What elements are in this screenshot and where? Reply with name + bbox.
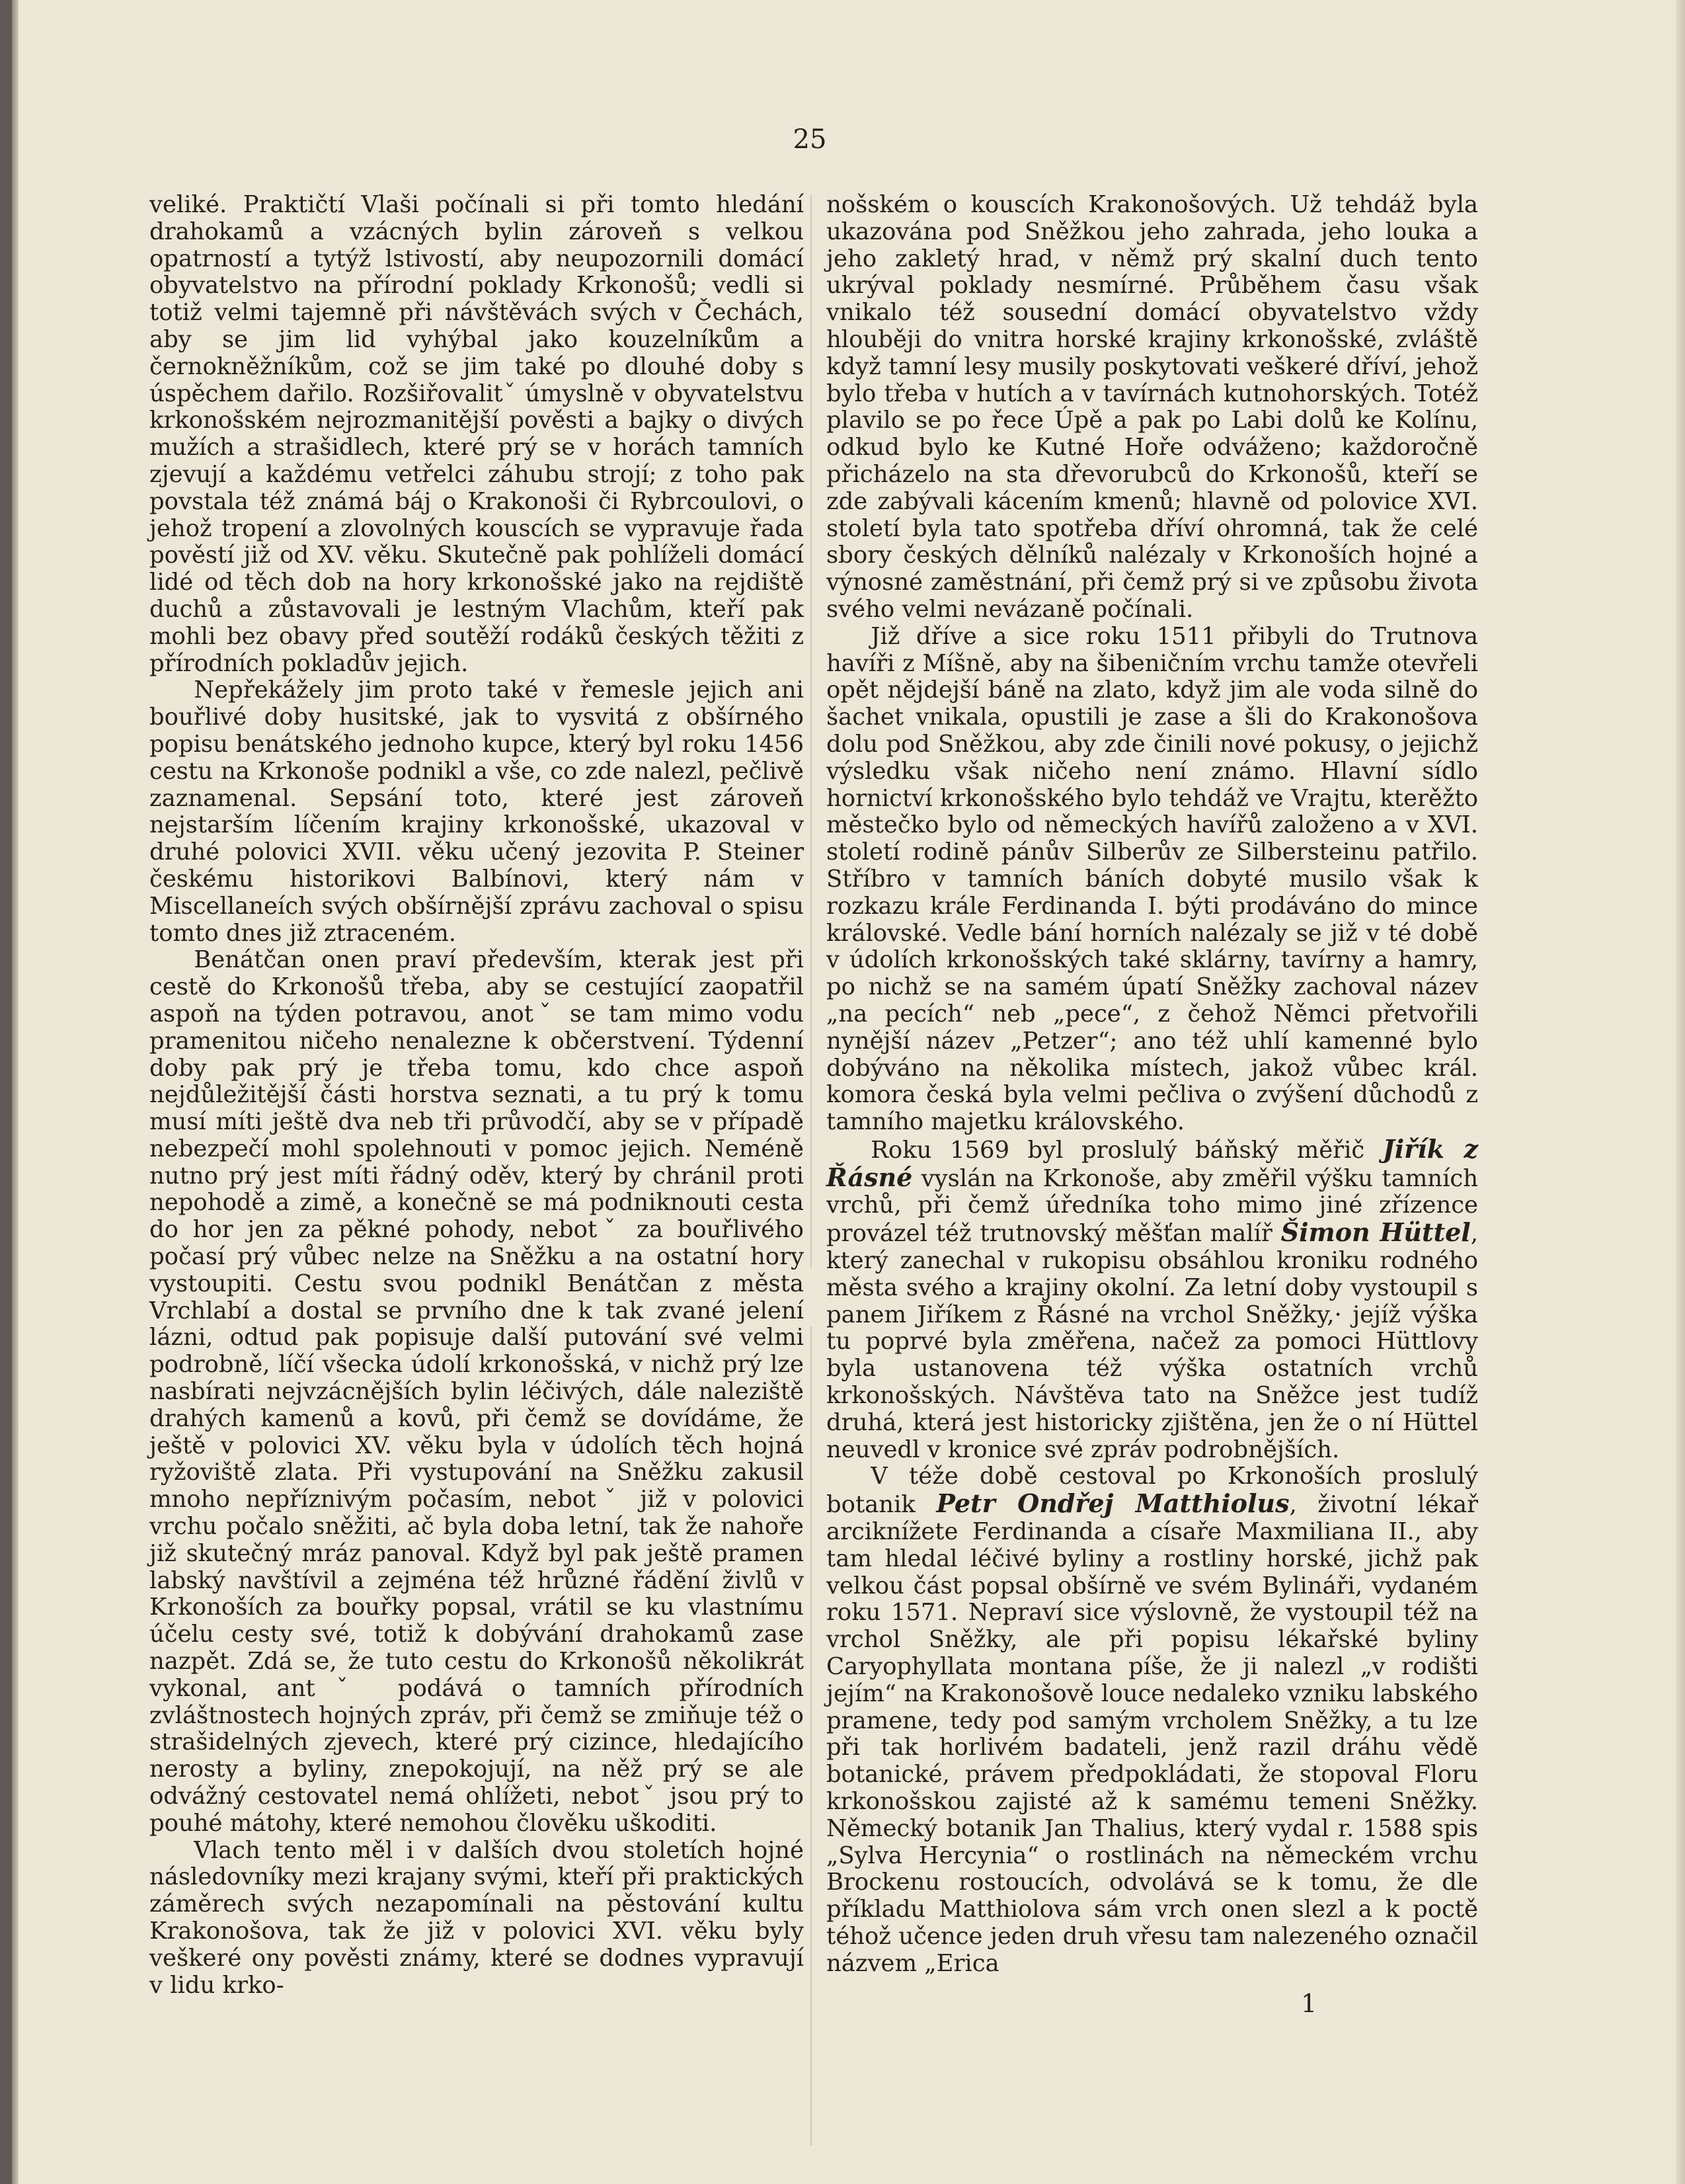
right-column: [826, 192, 1478, 1978]
column-rule: [810, 195, 812, 2146]
paragraph: [149, 192, 804, 677]
paragraph-text: Již dříve a sice roku 1511 přibyli do Trutnova havíři z Míšně, aby na šibeničním vrchu tamže otevřeli opět nějdejší báně na zlato, když jim ale voda silně do šachet vnikala, opustili je zase a šli do Krakonošova dolu pod Sněžkou, aby zde činili nové pokusy, o jejichž výsledku však ničeho není známo. Hlavní sídlo hornictví krkonošského bylo tehdáž ve Vrajtu, kterěžto městečko bylo od německých havířů založeno a v XVI. století rodině pánův Silberův ze Silbersteinu patřilo. Stříbro v tamních báních dobyté musilo však k rozkazu krále Ferdinanda I. býti prodáváno do mince královské. Vedle bání horních nalézaly se již v té době v údolích krkonošských také sklárny, tavírny a hamry, po nichž se na samém úpatí Sněžky zachoval název „na pecích“ neb „pece“, z čehož Němci přetvořili nynější název „Petzer“; ano též uhlí kamenné bylo dobýváno na několika místech, jakož vůbec král. komora česká byla velmi pečliva o zvýšení důchodů z tamního majetku královského.: [826, 622, 1478, 1136]
emphasized-name: Jiřík z Řásné: [826, 1133, 1478, 1192]
paragraph-text: V téže době cestoval po Krkonoších proslulý botanik: [826, 1463, 1478, 1519]
paragraph: [826, 624, 1478, 1136]
paragraph: [826, 1133, 1478, 1464]
paragraph-text: , který zanechal v rukopisu obsáhlou kroniku rodného města svého a krajiny okolní. Za letní doby vystoupil s panem Jiříkem z Řásné na vrchol Sněžky,· jejíž výška tu poprvé byla změřena, načež za pomoci Hüttlovy byla ustanovena též výška ostatních vrchů krkonošských. Návštěva tato na Sněžce jest tudíž druhá, která jest historicky zjištěna, jen že o ní Hüttel neuvedl v kronice své zpráv podrobnějších.: [826, 1220, 1478, 1463]
paragraph: [149, 1838, 804, 2000]
paragraph-text: , životní lékař arciknížete Ferdinanda a císaře Maxmiliana II., aby tam hledal léčivé byliny a rostliny horské, jichž pak velkou část popsal obšírně ve svém Bylináři, vydaném roku 1571. Nepraví sice výslovně, že vystoupil též na vrchol Sněžky, ale při popisu lékařské byliny Caryophyllata montana píše, že ji nalezl „v rodišti jejím“ na Krakonošově louce nedaleko vzniku labského pramene, tedy pod samým vrcholem Sněžky, a tu lze při tak horlivém badateli, jenž razil dráhu vědě botanické, právem předpokládati, že stopoval Floru krkonošskou zajisté až k samému temeni Sněžky. Německý botanik Jan Thalius, který vydal r. 1588 spis „Sylva Hercynia“ o rostlinách na německém vrchu Brockenu rostoucích, odvolává se k tomu, že dle příkladu Matthiolova sám vrch onen slezl a k poctě téhož učence jeden druh vřesu tam nalezeného označil názvem „Erica: [826, 1491, 1479, 1977]
paragraph-text: Roku 1569 byl proslulý báňský měřič: [871, 1136, 1383, 1164]
page-gutter-shadow: [12, 0, 19, 2184]
paragraph-text: vyslán na Krkonoše, aby změřil výšku tamních vrchů, při čemž úředníka toho mimo jiné zřízence provázel též trutnovský měšťan malíř: [826, 1164, 1478, 1248]
emphasized-name: Šimon Hüttel: [1280, 1217, 1471, 1248]
page-edge: [1676, 0, 1685, 2184]
paragraph: [149, 947, 804, 1837]
left-column: [149, 192, 804, 1999]
paragraph-text: Nepřekážely jim proto také v řemesle jejich ani bouřlivé doby husitské, jak to vysvitá z obšírného popisu benátského jednoho kupce, který byl roku 1456 cestu na Krkonoše podnikl a vše, co zde nalezl, pečlivě zaznamenal. Sepsání toto, které jest zároveň nejstarším líčením krajiny krkonošské, ukazoval v druhé polovici XVII. věku učený jezovita P. Steiner českému historikovi Balbínovi, který nám v Miscellaneích svých obšírnější zprávu zachoval o spisu tomto dnes již ztraceném.: [149, 676, 804, 947]
paragraph: [826, 1463, 1478, 1977]
page-number: 25: [793, 124, 827, 155]
paragraph-text: Benátčan onen praví především, kterak jest při cestě do Krkonošů třeba, aby se cestující zaopatřil aspoň na týden potravou, anotˇ se tam mimo vodu pramenitou ničeho nenalezne k občerstvení. Týdenní doby pak prý je třeba tomu, kdo chce aspoň nejdůležitější části horstva seznati, a tu prý k tomu musí míti ještě dva neb tři průvodčí, aby se v případě nebezpečí mohl spolehnouti v pomoc jejich. Neméně nutno prý jest míti řádný oděv, který by chránil proti nepohodě a zimě, a konečně se má podniknouti cesta do hor jen za pěkné pohody, nebotˇ za bouřlivého počasí prý vůbec nelze na Sněžku a na ostatní hory vystoupiti. Cestu svou podnikl Benátčan z města Vrchlabí a dostal se prvního dne k tak zvané jelení lázni, odtud pak popisuje další putování své velmi podrobně, líčí všecka údolí krkonošská, v nichž prý lze nasbírati nejvzácnějších bylin léčivých, dále naleziště drahých kamenů a kovů, při čemž se dovídáme, že ještě v polovici XV. věku byla v údolích těch hojná ryžoviště zlata. Při vystupování na Sněžku zakusil mnoho nepříznivým počasím, nebotˇ již v polovici vrchu počalo sněžiti, ač byla doba letní, tak že nahoře již skutečný mráz panoval. Když byl pak ještě pramen labský navštívil a zejména též hrůzné řádění živlů v Krkonoších za bouřky popsal, vrátil se ku vlastnímu účelu cesty své, totiž k dobývání drahokamů zase nazpět. Zdá se, že tuto cestu do Krkonošů několikrát vykonal, antˇ podává o tamních přírodních zvláštnostech hojných zpráv, při čemž se zmiňuje též o strašidelných zjevech, které prý cizince, hledajícího nerosty a byliny, znepokojují, na něž prý se ale odvážný cestovatel nemá ohlížeti, nebotˇ jsou prý to pouhé mátohy, které nemohou člověku uškoditi.: [149, 946, 804, 1837]
signature-mark: 1: [1301, 1989, 1317, 2018]
paragraph: [826, 192, 1478, 624]
paragraph: [149, 677, 804, 947]
book-binding: [0, 0, 12, 2184]
emphasized-name: Petr Ondřej Matthiolus: [936, 1488, 1290, 1519]
paragraph-text: nošském o kouscích Krakonošových. Už tehdáž byla ukazována pod Sněžkou jeho zahrada, jeho louka a jeho zakletý hrad, v němž prý skalní duch tento ukrýval poklady nesmírné. Průběhem času však vnikalo též sousední domácí obyvatelstvo vždy hlouběji do vnitra horské krajiny krkonošské, zvláště když tamní lesy musily poskytovati veškeré dříví, jehož bylo třeba v hutích a v tavírnách kutnohorských. Totéž plavilo se po řece Úpě a pak po Labi dolů ke Kolínu, odkud bylo ke Kutné Hoře odváženo; každoročně přicházelo na sta dřevorubců do Krkonošů, kteří se zde zabývali kácením kmenů; hlavně od polovice XVI. století byla tato spotřeba dříví ohromná, tak že celé sbory českých dělníků nalézaly v Krkonoších hojné a výnosné zaměstnání, při čemž prý si ve způsobu života svého velmi nevázaně počínali.: [826, 191, 1478, 623]
paragraph-text: veliké. Praktičtí Vlaši počínali si při tomto hledání drahokamů a vzácných bylin zároveň s velkou opatrností a tytýž lstivostí, aby neupozornili domácí obyvatelstvo na přírodní poklady Krkonošů; vedli si totiž velmi tajemně při návštěvách svých v Čechách, aby se jim lid vyhýbal jako kouzelníkům a černokněžníkům, což se jim také po dlouhé doby s úspěchem dařilo. Rozšiřovalitˇ úmyslně v obyvatelstvu krkonošském nejrozmanitější pověsti a bajky o divých mužích a strašidlech, které prý se v horách tamních zjevují a každému vetřelci záhubu strojí; z toho pak povstala též známá báj o Krakonoši či Rybrcoulovi, o jehož tropení a zlovolných kouscích se vypravuje řada pověstí již od XV. věku. Skutečně pak pohlíželi domácí lidé od těch dob na hory krkonošské jako na rejdiště duchů a zůstavovali je lestným Vlachům, kteří pak mohli bez obavy před soutěží rodáků českých těžiti z přírodních pokladův jejich.: [149, 191, 804, 677]
paragraph-text: Vlach tento měl i v dalších dvou stoletích hojné následovníky mezi krajany svými, kteří při praktických záměrech svých nezapomínali na pěstování kultu Krakonošova, tak že již v polovici XVI. věku byly veškeré ony pověsti známy, které se dodnes vypravují v lidu krko-: [149, 1836, 804, 1999]
